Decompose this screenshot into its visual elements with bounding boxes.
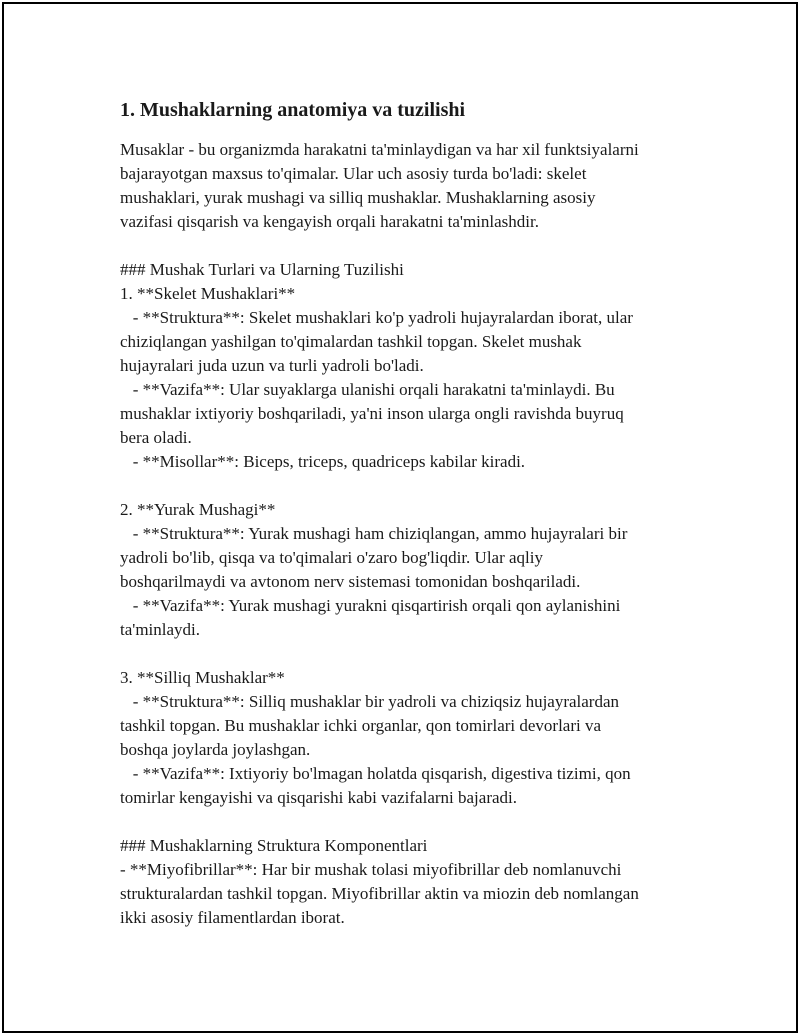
text-line: - **Struktura**: Skelet mushaklari ko'p yadroli hujayralardan iborat, ular [120,308,633,327]
blank-line [120,234,700,258]
text-line: chiziqlangan yashilgan to'qimalardan tashkil topgan. Skelet mushak [120,332,582,351]
text-line: ta'minlaydi. [120,620,201,639]
text-line: 2. **Yurak Mushagi** [120,500,276,519]
text-line: boshqa joylarda joylashgan. [120,740,311,759]
text-line: 3. **Silliq Mushaklar** [120,668,285,687]
text-line: - **Struktura**: Silliq mushaklar bir yadroli va chiziqsiz hujayralardan [120,692,620,711]
text-line: - **Vazifa**: Ixtiyoriy bo'lmagan holatda qisqarish, digestiva tizimi, qon [120,764,631,783]
text-line: ### Mushaklarning Struktura Komponentlari [120,836,428,855]
text-line: tomirlar kengayishi va qisqarishi kabi vazifalarni bajaradi. [120,788,518,807]
blank-line [120,642,700,666]
text-line: 1. **Skelet Mushaklari** [120,284,296,303]
document-title: 1. Mushaklarning anatomiya va tuzilishi [120,99,466,121]
text-line: ikki asosiy filamentlardan iborat. [120,908,345,927]
text-line: Musaklar - bu organizmda harakatni ta'minlaydigan va har xil funktsiyalarni [120,140,639,159]
text-line: bera oladi. [120,428,192,447]
text-line: bajarayotgan maxsus to'qimalar. Ular uch asosiy turda bo'ladi: skelet [120,164,587,183]
text-line: hujayralari juda uzun va turli yadroli bo'ladi. [120,356,424,375]
text-line: - **Miyofibrillar**: Har bir mushak tolasi miyofibrillar deb nomlanuvchi [120,860,622,879]
text-line: ### Mushak Turlari va Ularning Tuzilishi [120,260,404,279]
text-line: mushaklar ixtiyoriy boshqariladi, ya'ni inson ularga ongli ravishda buyruq [120,404,624,423]
text-line: - **Vazifa**: Yurak mushagi yurakni qisqartirish orqali qon aylanishini [120,596,621,615]
blank-line [120,474,700,498]
text-line: - **Struktura**: Yurak mushagi ham chiziqlangan, ammo hujayralari bir [120,524,628,543]
document-body [120,138,700,930]
text-line: yadroli bo'lib, qisqa va to'qimalari o'zaro bog'liqdir. Ular aqliy [120,548,543,567]
document-content [120,96,700,930]
text-line: - **Vazifa**: Ular suyaklarga ulanishi orqali harakatni ta'minlaydi. Bu [120,380,615,399]
text-line: mushaklari, yurak mushagi va silliq mushaklar. Mushaklarning asosiy [120,188,596,207]
text-line: vazifasi qisqarish va kengayish orqali harakatni ta'minlashdir. [120,212,539,231]
text-line: boshqarilmaydi va avtonom nerv sistemasi tomonidan boshqariladi. [120,572,581,591]
blank-line [120,810,700,834]
text-line: strukturalardan tashkil topgan. Miyofibrillar aktin va miozin deb nomlangan [120,884,639,903]
document-page [2,2,798,1033]
text-line: - **Misollar**: Biceps, triceps, quadriceps kabilar kiradi. [120,452,526,471]
text-line: tashkil topgan. Bu mushaklar ichki organlar, qon tomirlari devorlari va [120,716,602,735]
